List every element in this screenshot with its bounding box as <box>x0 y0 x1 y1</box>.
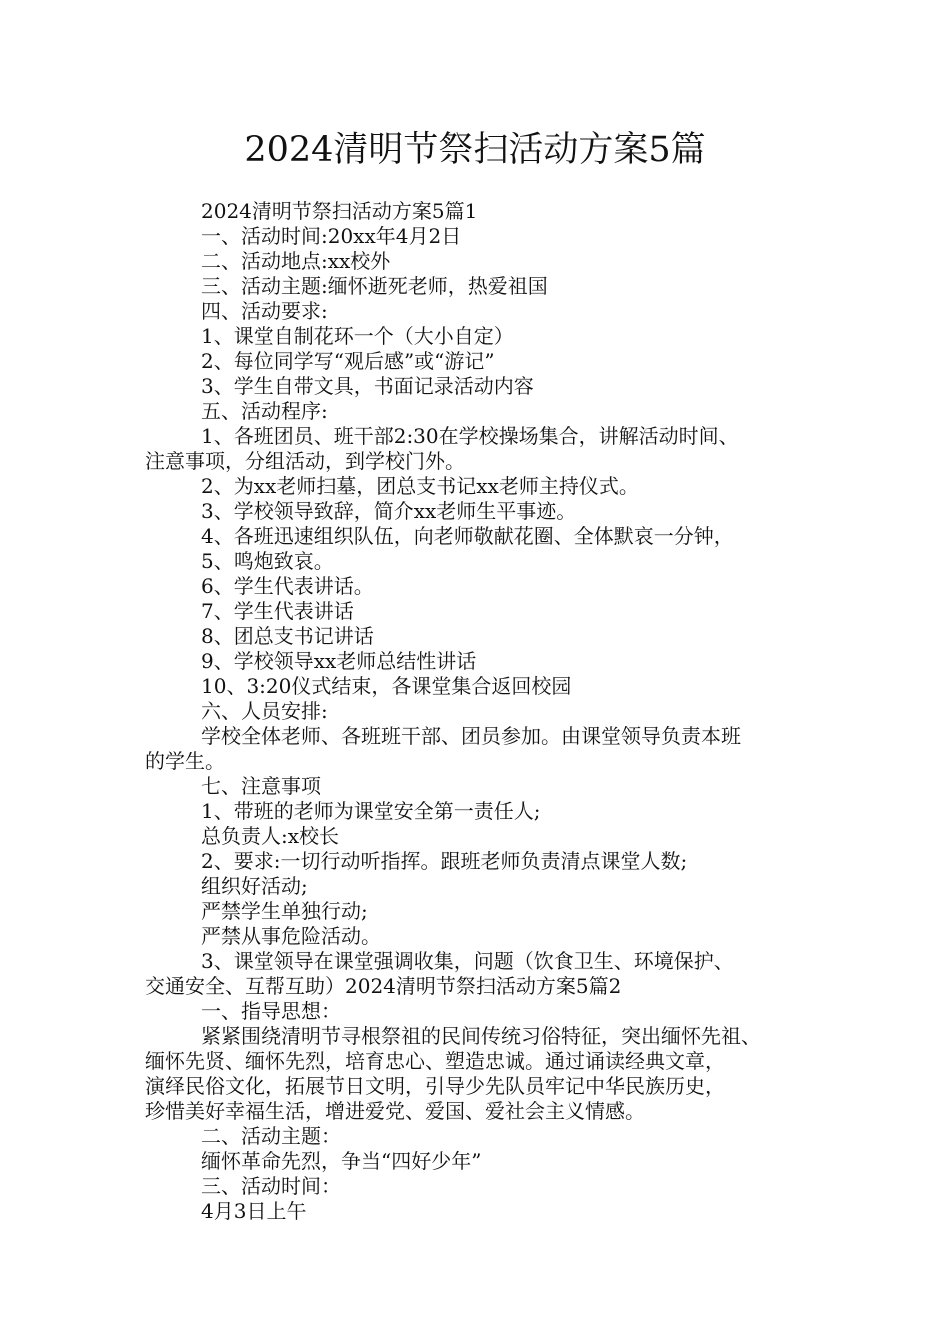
text-line: 注意事项，分组活动，到学校门外。 <box>145 449 465 473</box>
document-title: 2024清明节祭扫活动方案5篇 <box>244 130 706 170</box>
text-line: 总负责人:x校长 <box>201 824 340 848</box>
text-line: 10、3:20仪式结束，各课堂集合返回校园 <box>201 674 572 698</box>
text-line: 2、要求:一切行动听指挥。跟班老师负责清点课堂人数; <box>201 849 688 873</box>
text-line: 1、各班团员、班干部2:30在学校操场集合，讲解活动时间、 <box>201 424 739 448</box>
text-line: 2024清明节祭扫活动方案5篇1 <box>201 199 478 223</box>
text-line: 2、为xx老师扫墓，团总支书记xx老师主持仪式。 <box>201 474 639 498</box>
text-line: 六、人员安排: <box>201 699 328 723</box>
text-line: 七、注意事项 <box>201 774 321 798</box>
text-line: 3、学校领导致辞，简介xx老师生平事迹。 <box>201 499 577 523</box>
text-line: 演绎民俗文化，拓展节日文明，引导少先队员牢记中华民族历史， <box>145 1074 725 1098</box>
text-line: 五、活动程序: <box>201 399 328 423</box>
text-line: 4月3日上午 <box>201 1199 307 1223</box>
text-line: 2、每位同学写“观后感”或“游记” <box>201 349 495 373</box>
text-line: 三、活动时间： <box>201 1174 341 1198</box>
text-line: 严禁从事危险活动。 <box>201 924 381 948</box>
text-line: 学校全体老师、各班班干部、团员参加。由课堂领导负责本班 <box>201 724 741 748</box>
text-line: 珍惜美好幸福生活，增进爱党、爱国、爱社会主义情感。 <box>145 1099 645 1123</box>
text-line: 1、带班的老师为课堂安全第一责任人; <box>201 799 541 823</box>
text-line: 缅怀先贤、缅怀先烈，培育忠心、塑造忠诚。通过诵读经典文章， <box>145 1049 725 1073</box>
text-line: 1、课堂自制花环一个（大小自定） <box>201 324 514 348</box>
text-line: 一、指导思想： <box>201 999 341 1023</box>
text-line: 9、学校领导xx老师总结性讲话 <box>201 649 477 673</box>
text-line: 7、学生代表讲话 <box>201 599 354 623</box>
text-line: 的学生。 <box>145 749 225 773</box>
text-line: 二、活动主题： <box>201 1124 341 1148</box>
text-line: 6、学生代表讲话。 <box>201 574 374 598</box>
text-line: 8、团总支书记讲话 <box>201 624 374 648</box>
text-line: 3、学生自带文具，书面记录活动内容 <box>201 374 534 398</box>
text-line: 组织好活动; <box>201 874 308 898</box>
document-body <box>145 199 835 1224</box>
text-line: 3、课堂领导在课堂强调收集，问题（饮食卫生、环境保护、 <box>201 949 734 973</box>
text-line: 四、活动要求: <box>201 299 328 323</box>
text-line: 5、鸣炮致哀。 <box>201 549 334 573</box>
text-line: 一、活动时间:20xx年4月2日 <box>201 224 462 248</box>
text-line: 严禁学生单独行动; <box>201 899 368 923</box>
text-line: 紧紧围绕清明节寻根祭祖的民间传统习俗特征，突出缅怀先祖、 <box>201 1024 761 1048</box>
text-line: 二、活动地点:xx校外 <box>201 249 391 273</box>
text-line: 缅怀革命先烈，争当“四好少年” <box>201 1149 482 1173</box>
text-line: 交通安全、互帮互助）2024清明节祭扫活动方案5篇2 <box>145 974 622 998</box>
text-line: 三、活动主题:缅怀逝死老师，热爱祖国 <box>201 274 548 298</box>
text-line: 4、各班迅速组织队伍，向老师敬献花圈、全体默哀一分钟， <box>201 524 734 548</box>
